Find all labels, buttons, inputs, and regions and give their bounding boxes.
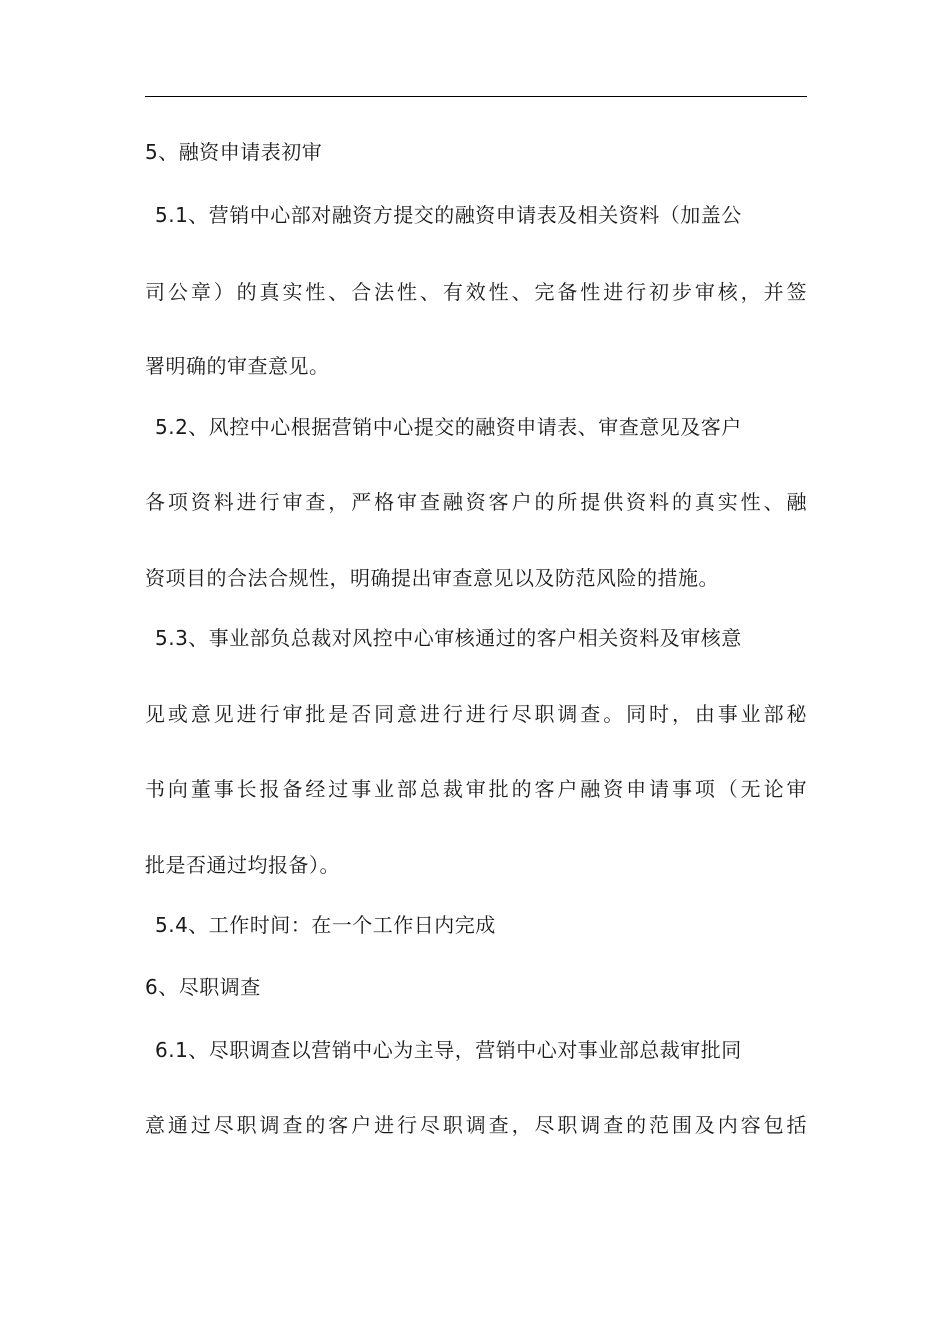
header-divider (145, 96, 807, 97)
paragraph-5-1-line-3: 署明确的审查意见。 (145, 354, 330, 378)
section-heading-6: 6、尽职调查 (145, 975, 261, 999)
paragraph-5-3-line-2: 见或意见进行审批是否同意进行进行尽职调查。同时，由事业部秘 (145, 702, 807, 726)
paragraph-5-2-line-1: 5.2、风控中心根据营销中心提交的融资申请表、审查意见及客户 (155, 415, 742, 439)
paragraph-5-3-line-3: 书向董事长报备经过事业部总裁审批的客户融资申请事项（无论审 (145, 777, 807, 801)
paragraph-5-4: 5.4、工作时间：在一个工作日内完成 (155, 913, 496, 937)
paragraph-5-1-line-1: 5.1、营销中心部对融资方提交的融资申请表及相关资料（加盖公 (155, 203, 742, 227)
paragraph-5-1-line-2: 司公章）的真实性、合法性、有效性、完备性进行初步审核，并签 (145, 280, 807, 304)
paragraph-5-3-line-1: 5.3、事业部负总裁对风控中心审核通过的客户相关资料及审核意 (155, 626, 742, 650)
paragraph-5-3-line-4: 批是否通过均报备）。 (145, 853, 340, 877)
paragraph-6-1-line-1: 6.1、尽职调查以营销中心为主导，营销中心对事业部总裁审批同 (155, 1038, 742, 1062)
paragraph-5-2-line-2: 各项资料进行审查，严格审查融资客户的所提供资料的真实性、融 (145, 490, 807, 514)
section-heading-5: 5、融资申请表初审 (145, 140, 323, 164)
paragraph-6-1-line-2: 意通过尽职调查的客户进行尽职调查，尽职调查的范围及内容包括 (145, 1113, 807, 1137)
paragraph-5-2-line-3: 资项目的合法合规性，明确提出审查意见以及防范风险的措施。 (145, 566, 719, 590)
